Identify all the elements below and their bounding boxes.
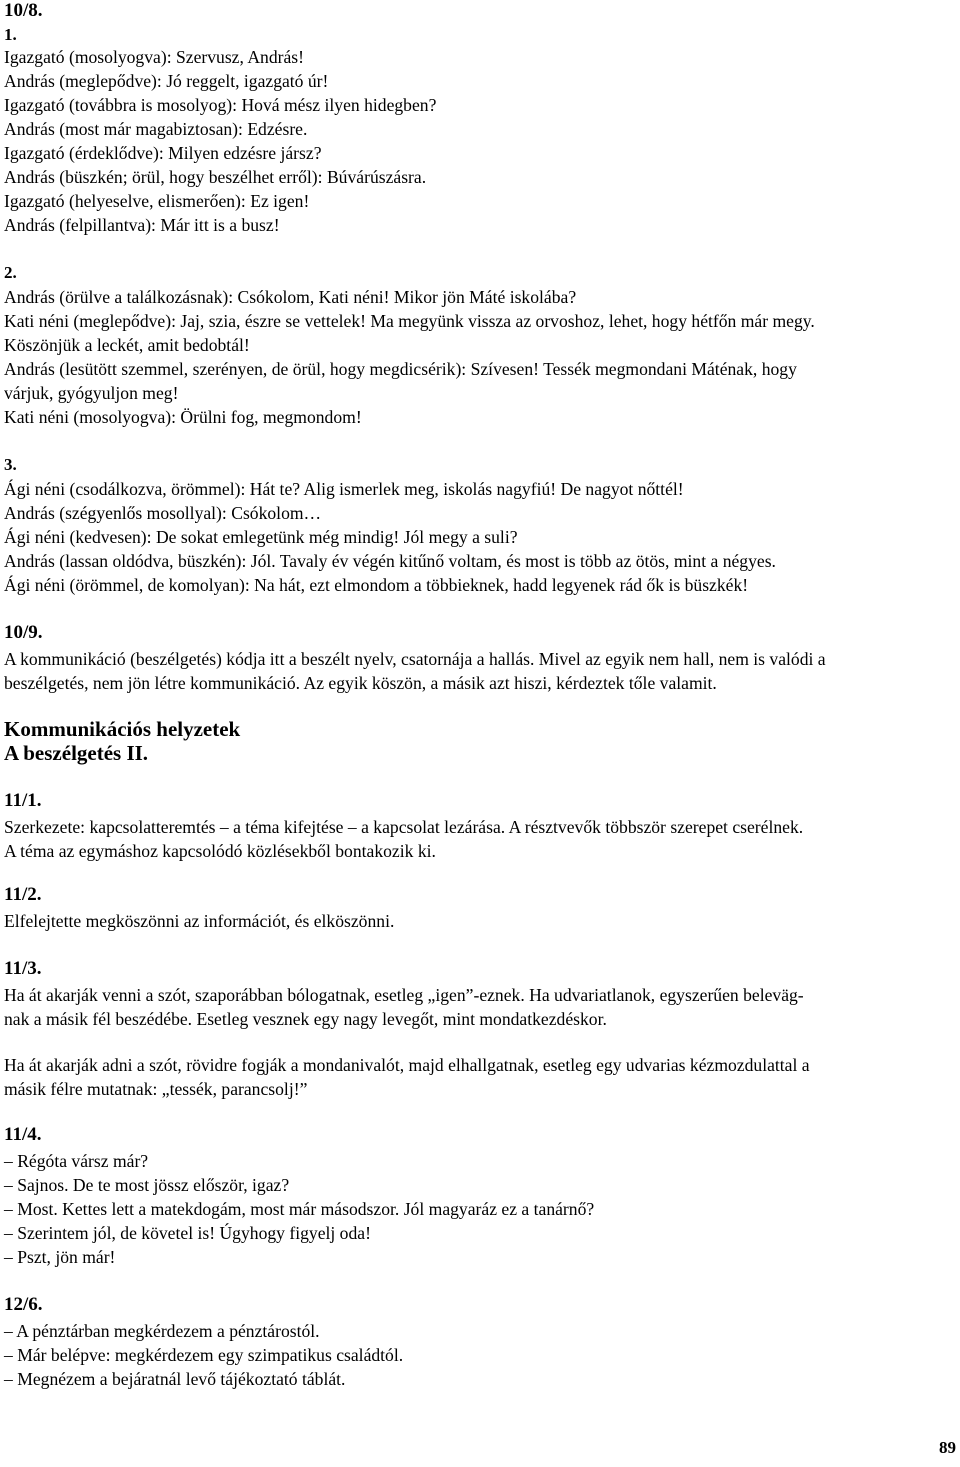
item-number-1: 1. xyxy=(4,25,17,44)
dialog-line: Ági néni (kedvesen): De sokat emlegetünk még mindig! Jól megy a suli? xyxy=(4,527,518,547)
paragraph-line: nak a másik fél beszédébe. Esetleg vesznek egy nagy levegőt, mint mondatkezdéskor. xyxy=(4,1009,607,1029)
dialog-line: András (lassan oldódva, büszkén): Jól. Tavaly év végén kitűnő voltam, és most is több az ötös, mint a négyes. xyxy=(4,551,776,571)
chapter-title: Kommunikációs helyzetek xyxy=(4,717,241,741)
section-heading-10-8: 10/8. xyxy=(4,0,43,21)
section-heading-11-4: 11/4. xyxy=(4,1124,42,1145)
section-heading-11-3: 11/3. xyxy=(4,958,42,979)
dialog-line: – Régóta vársz már? xyxy=(4,1151,149,1171)
section-heading-12-6: 12/6. xyxy=(4,1294,43,1315)
dialog-line: András (lesütött szemmel, szerényen, de örül, hogy megdicsérik): Szívesen! Tessék megmondani Máténak, hogy xyxy=(4,359,797,379)
dialog-line: András (felpillantva): Már itt is a busz! xyxy=(4,215,280,235)
dialog-line: Köszönjük a leckét, amit bedobtál! xyxy=(4,335,250,355)
list-item: – Már belépve: megkérdezem egy szimpatikus családtól. xyxy=(4,1345,404,1365)
dialog-line: – Most. Kettes lett a matekdogám, most már másodszor. Jól magyaráz ez a tanárnő? xyxy=(4,1199,595,1219)
dialog-line: András (örülve a találkozásnak): Csókolom, Kati néni! Mikor jön Máté iskolába? xyxy=(4,287,577,307)
paragraph-line: Ha át akarják adni a szót, rövidre fogják a mondanivalót, majd elhallgatnak, esetleg egy udvarias kézmozdulattal a xyxy=(4,1055,810,1075)
page-number: 89 xyxy=(939,1438,956,1457)
paragraph-line: Ha át akarják venni a szót, szaporábban bólogatnak, esetleg „igen”-eznek. Ha udvariatlanok, egyszerűen beleväg- xyxy=(4,985,804,1005)
paragraph-line: Elfelejtette megköszönni az információt, és elköszönni. xyxy=(4,911,395,931)
section-heading-11-2: 11/2. xyxy=(4,884,42,905)
dialog-line: András (most már magabiztosan): Edzésre. xyxy=(4,119,308,139)
dialog-line: András (büszkén; örül, hogy beszélhet erről): Búvárúszásra. xyxy=(4,167,427,187)
paragraph-line: A kommunikáció (beszélgetés) kódja itt a beszélt nyelv, csatornája a hallás. Mivel az egyik nem hall, nem is valódi a xyxy=(4,649,826,669)
dialog-line: András (szégyenlős mosollyal): Csókolom… xyxy=(4,503,322,523)
dialog-line: Igazgató (helyeselve, elismerően): Ez igen! xyxy=(4,191,310,211)
dialog-line: – Szerintem jól, de követel is! Úgyhogy figyelj oda! xyxy=(4,1223,371,1243)
section-heading-11-1: 11/1. xyxy=(4,790,42,811)
dialog-line: Igazgató (érdeklődve): Milyen edzésre jársz? xyxy=(4,143,322,163)
dialog-line: Igazgató (továbbra is mosolyog): Hová mész ilyen hidegben? xyxy=(4,95,437,115)
list-item: – Megnézem a bejáratnál levő tájékoztató táblát. xyxy=(4,1369,346,1389)
dialog-line: András (meglepődve): Jó reggelt, igazgató úr! xyxy=(4,71,329,91)
dialog-line: – Sajnos. De te most jössz először, igaz? xyxy=(4,1175,290,1195)
paragraph-line: beszélgetés, nem jön létre kommunikáció. Az egyik köszön, a másik azt hiszi, kérdeztek tőle valamit. xyxy=(4,673,717,693)
paragraph-line: Szerkezete: kapcsolatteremtés – a téma kifejtése – a kapcsolat lezárása. A résztvevők többször szerepet cserélnek. xyxy=(4,817,804,837)
dialog-line: Ági néni (csodálkozva, örömmel): Hát te? Alig ismerlek meg, iskolás nagyfiú! De nagyot nőttél! xyxy=(4,479,684,499)
section-heading-10-9: 10/9. xyxy=(4,622,43,643)
item-number-2: 2. xyxy=(4,263,17,282)
paragraph-line: A téma az egymáshoz kapcsolódó közlésekből bontakozik ki. xyxy=(4,841,436,861)
paragraph-line: másik félre mutatnak: „tessék, parancsolj!” xyxy=(4,1079,308,1099)
item-number-3: 3. xyxy=(4,455,17,474)
dialog-line: – Pszt, jön már! xyxy=(4,1247,116,1267)
dialog-line: várjuk, gyógyuljon meg! xyxy=(4,383,179,403)
dialog-line: Kati néni (mosolyogva): Örülni fog, megmondom! xyxy=(4,407,362,427)
dialog-line: Ági néni (örömmel, de komolyan): Na hát, ezt elmondom a többieknek, hadd legyenek rád ők is büszkék! xyxy=(4,575,749,595)
dialog-line: Igazgató (mosolyogva): Szervusz, András! xyxy=(4,47,304,67)
chapter-subtitle: A beszélgetés II. xyxy=(4,741,149,765)
dialog-line: Kati néni (meglepődve): Jaj, szia, észre se vettelek! Ma megyünk vissza az orvoshoz, lehet, hogy hétfőn már megy. xyxy=(4,311,815,331)
list-item: – A pénztárban megkérdezem a pénztárostól. xyxy=(4,1321,320,1341)
